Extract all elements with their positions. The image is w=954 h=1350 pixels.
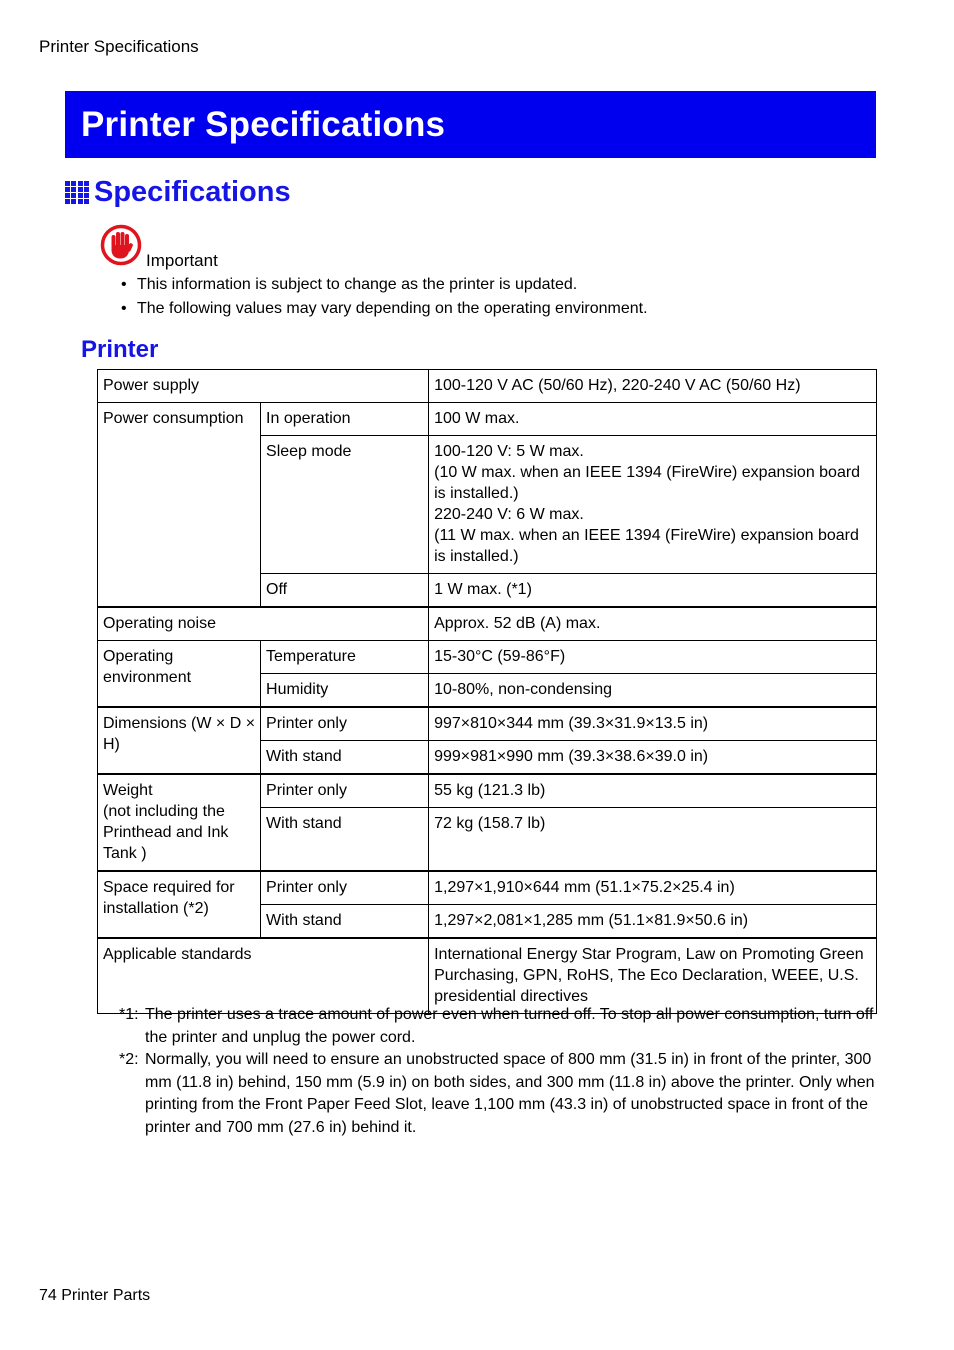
- table-cell: [429, 436, 877, 574]
- table-cell: Space required for installation (*2): [98, 871, 261, 938]
- table-cell: International Energy Star Program, Law on Promoting Green Purchasing, GPN, RoHS, The Eco Declaration, WEEE, U.S. presidential directives: [429, 938, 877, 1014]
- cell-line: (10 W max. when an IEEE 1394 (FireWire) expansion board is installed.): [434, 464, 861, 502]
- table-cell: 999×981×990 mm (39.3×38.6×39.0 in): [429, 741, 877, 775]
- table-row: [98, 938, 877, 1014]
- cell-line: (11 W max. when an IEEE 1394 (FireWire) expansion board is installed.): [434, 527, 859, 565]
- subsection-heading: Printer: [81, 336, 159, 363]
- table-cell: Humidity: [261, 674, 429, 708]
- footnotes: [119, 1004, 879, 1140]
- table-cell: 100-120 V AC (50/60 Hz), 220-240 V AC (50/60 Hz): [429, 370, 877, 403]
- table-cell: With stand: [261, 905, 429, 939]
- specifications-table: [97, 369, 877, 1014]
- cell-line: Weight: [103, 782, 153, 799]
- table-cell: 1,297×1,910×644 mm (51.1×75.2×25.4 in): [429, 871, 877, 905]
- section-heading-text: Specifications: [94, 176, 291, 208]
- table-cell: Printer only: [261, 774, 429, 808]
- important-label: Important: [146, 251, 218, 270]
- table-cell: 72 kg (158.7 lb): [429, 808, 877, 872]
- table-row: [98, 370, 877, 403]
- title-bar: [65, 91, 876, 158]
- table-cell: 1,297×2,081×1,285 mm (51.1×81.9×50.6 in): [429, 905, 877, 939]
- list-item: • This information is subject to change as the printer is updated.: [121, 275, 648, 299]
- table-cell: Off: [261, 574, 429, 608]
- table-row: [98, 641, 877, 674]
- footnote-text: Normally, you will need to ensure an unobstructed space of 800 mm (31.5 in) in front of the printer, 300 mm (11.8 in) behind, 150 mm (5.9 in) on both sides, and 300 mm (11.8 in) above the printer. Only when printing from the Front Paper Feed Slot, leave 1,100 mm (43.3 in) of unobstructed space in front of the printer and 700 mm (27.6 in) behind it.: [145, 1051, 875, 1136]
- table-cell: 15-30°C (59-86°F): [429, 641, 877, 674]
- table-cell: Printer only: [261, 871, 429, 905]
- table-cell: Approx. 52 dB (A) max.: [429, 607, 877, 641]
- running-header: Printer Specifications: [39, 37, 199, 56]
- table-cell: Temperature: [261, 641, 429, 674]
- grid-icon: [65, 181, 89, 205]
- section-heading: [65, 176, 291, 209]
- page-title: Printer Specifications: [81, 104, 446, 144]
- table-cell: 1 W max. (*1): [429, 574, 877, 608]
- table-cell: Operating noise: [98, 607, 429, 641]
- table-cell: Sleep mode: [261, 436, 429, 574]
- table-cell: 100 W max.: [429, 403, 877, 436]
- table-cell: Operating environment: [98, 641, 261, 708]
- footnote: [119, 1004, 879, 1049]
- footnote-mark: *1:: [119, 1006, 139, 1023]
- table-cell: [98, 774, 261, 871]
- table-cell: With stand: [261, 808, 429, 872]
- table-row: [98, 607, 877, 641]
- footnote: [119, 1049, 879, 1139]
- stop-hand-icon: [100, 224, 142, 266]
- cell-line: (not including the Printhead and Ink Tank ): [103, 803, 229, 862]
- table-cell: With stand: [261, 741, 429, 775]
- table-row: [98, 707, 877, 741]
- table-cell: 55 kg (121.3 lb): [429, 774, 877, 808]
- important-list: [121, 275, 648, 323]
- table-row: [98, 871, 877, 905]
- table-cell: Applicable standards: [98, 938, 429, 1014]
- table-cell: Dimensions (W × D × H): [98, 707, 261, 774]
- table-row: [98, 774, 877, 808]
- table-cell: Printer only: [261, 707, 429, 741]
- table-cell: Power supply: [98, 370, 429, 403]
- table-cell: 997×810×344 mm (39.3×31.9×13.5 in): [429, 707, 877, 741]
- table-row: [98, 403, 877, 436]
- cell-line: 100-120 V: 5 W max.: [434, 443, 584, 460]
- table-cell: In operation: [261, 403, 429, 436]
- footnote-mark: *2:: [119, 1051, 139, 1069]
- cell-line: 220-240 V: 6 W max.: [434, 506, 584, 523]
- table-cell: Power consumption: [98, 403, 261, 608]
- list-item: • The following values may vary depending on the operating environment.: [121, 299, 648, 323]
- footnote-text: The printer uses a trace amount of power even when turned off. To stop all power consumption, turn off the printer and unplug the power cord.: [145, 1006, 874, 1046]
- table-cell: 10-80%, non-condensing: [429, 674, 877, 708]
- running-footer: 74 Printer Parts: [39, 1287, 151, 1304]
